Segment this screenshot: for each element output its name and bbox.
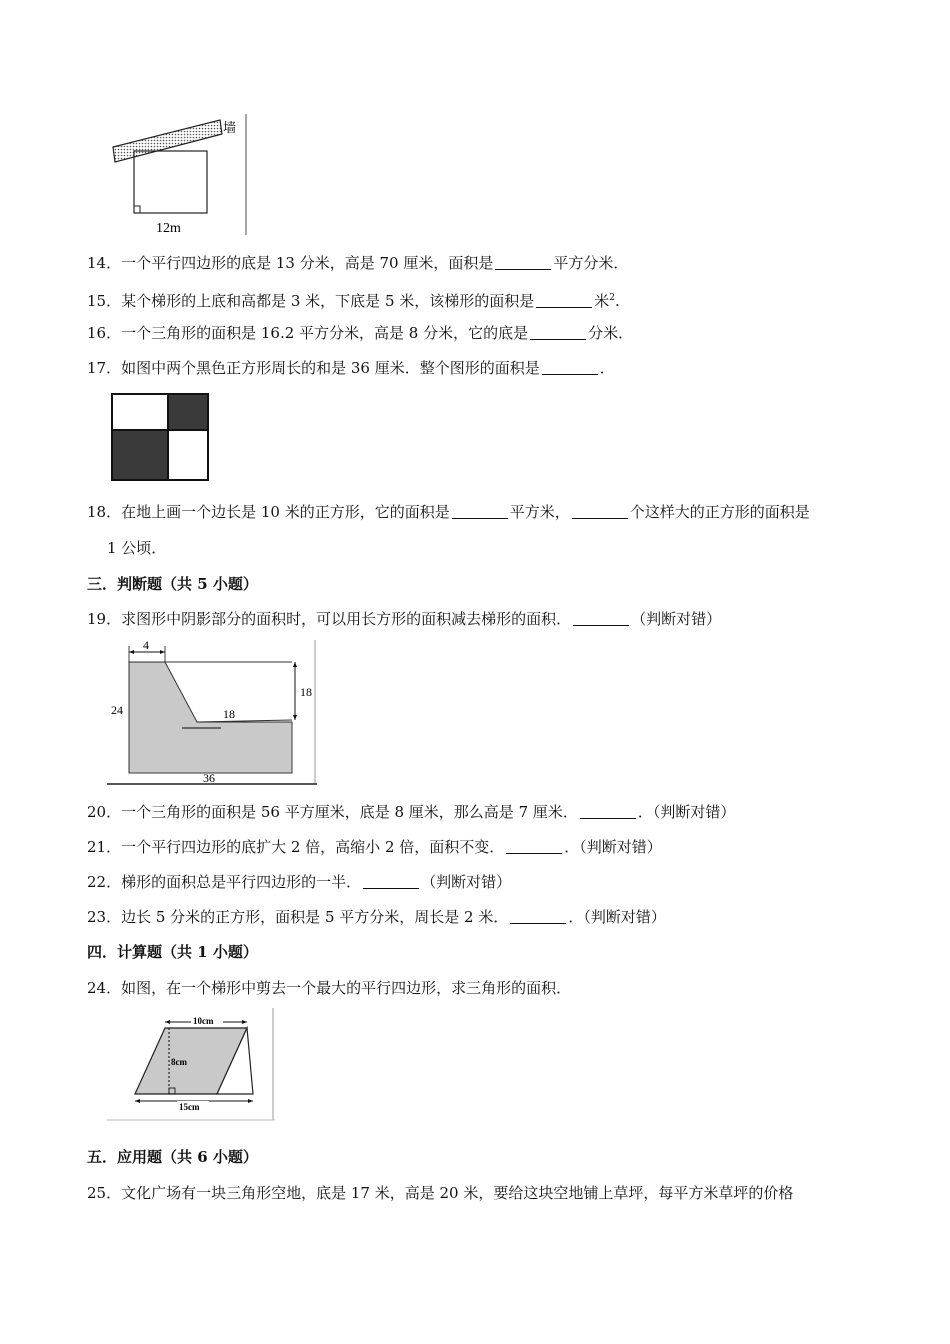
question-text-tail: ．（判断对错） xyxy=(568,908,666,926)
shaded-area xyxy=(129,662,292,773)
question-20 xyxy=(87,802,735,822)
question-25 xyxy=(87,1183,793,1203)
question-19 xyxy=(87,609,721,629)
question-number: 22． xyxy=(87,873,122,891)
question-text-tail: 平方分米． xyxy=(553,254,629,272)
question-text-tail: ．（判断对错） xyxy=(564,838,662,856)
black-square-large xyxy=(112,430,168,480)
answer-blank-2[interactable] xyxy=(572,504,628,519)
question-text-tail: （判断对错） xyxy=(421,873,512,891)
black-square-small xyxy=(168,394,208,430)
answer-blank[interactable] xyxy=(506,839,562,854)
question-number: 23． xyxy=(87,908,122,926)
question-text: 梯形的面积总是平行四边形的一半． xyxy=(121,873,362,891)
label-top: 4 xyxy=(143,640,149,652)
label-left: 24 xyxy=(111,703,123,717)
question-number: 15． xyxy=(87,292,122,310)
label-bottom: 15cm xyxy=(179,1102,200,1112)
question-number: 19． xyxy=(87,610,122,628)
question-text-tail: （判断对错） xyxy=(631,610,722,628)
label-bottom: 36 xyxy=(203,771,215,785)
answer-blank[interactable] xyxy=(495,255,551,270)
question-number: 25． xyxy=(87,1184,122,1202)
width-label: 12m xyxy=(156,221,181,236)
hatched-board xyxy=(113,120,222,162)
question-17 xyxy=(87,358,615,378)
trapezoid-figure xyxy=(107,1008,277,1122)
rectangle-shape xyxy=(134,151,207,213)
question-text-tail: ． xyxy=(599,359,615,377)
answer-blank[interactable] xyxy=(580,804,636,819)
question-text: 一个三角形的面积是 16.2 平方分米，高是 8 分米，它的底是 xyxy=(121,324,529,342)
question-number: 18． xyxy=(87,503,122,521)
superscript: 2 xyxy=(609,293,616,303)
white-square-bottom xyxy=(168,430,208,480)
label-height: 8cm xyxy=(171,1057,187,1067)
question-number: 16． xyxy=(87,324,122,342)
question-text: 边长 5 分米的正方形，面积是 5 平方分米，周长是 2 米． xyxy=(121,908,509,926)
label-top: 10cm xyxy=(193,1016,214,1026)
right-angle-mark xyxy=(134,206,140,213)
question-14 xyxy=(87,253,628,273)
question-text: 求图形中阴影部分的面积时，可以用长方形的面积减去梯形的面积． xyxy=(121,610,572,628)
unit-text: 米 xyxy=(594,292,610,310)
question-number: 17． xyxy=(87,359,122,377)
question-text: 如图，在一个梯形中剪去一个最大的平行四边形，求三角形的面积． xyxy=(121,979,572,997)
question-text: 一个平行四边形的底是 13 分米，高是 70 厘米，面积是 xyxy=(121,254,494,272)
question-text-mid: 平方米， xyxy=(509,503,570,521)
question-number: 21． xyxy=(87,838,122,856)
question-text-tail: ．（判断对错） xyxy=(637,803,736,821)
question-text: 一个三角形的面积是 56 平方厘米，底是 8 厘米，那么高是 7 厘米． xyxy=(121,803,578,821)
question-text: 在地上画一个边长是 10 米的正方形，它的面积是 xyxy=(121,503,450,521)
answer-blank[interactable] xyxy=(510,909,566,924)
question-text-tail: 分米． xyxy=(588,324,634,342)
question-18 xyxy=(87,502,810,522)
section-heading-3: 三．判断题（共 5 小题） xyxy=(87,575,258,593)
question-24 xyxy=(87,978,571,998)
answer-blank[interactable] xyxy=(530,325,586,340)
question-number: 20． xyxy=(87,803,122,821)
shaded-region-figure xyxy=(107,640,319,786)
question-23 xyxy=(87,907,666,927)
label-right: 18 xyxy=(300,685,312,699)
question-22 xyxy=(87,872,511,892)
wall-label: 墙 xyxy=(223,121,237,136)
question-number: 14． xyxy=(87,254,122,272)
white-square-top xyxy=(112,394,168,430)
label-mid: 18 xyxy=(223,707,235,721)
question-16 xyxy=(87,323,633,343)
question-number: 24． xyxy=(87,979,122,997)
question-text: 一个平行四边形的底扩大 2 倍，高缩小 2 倍，面积不变． xyxy=(121,838,505,856)
answer-blank[interactable] xyxy=(573,611,629,626)
section-heading-5: 五．应用题（共 6 小题） xyxy=(87,1148,258,1166)
answer-blank[interactable] xyxy=(542,360,598,375)
answer-blank-1[interactable] xyxy=(452,504,508,519)
question-15 xyxy=(87,288,620,311)
question-text-tail: 个这样大的正方形的面积是 xyxy=(629,503,810,521)
question-text: 文化广场有一块三角形空地，底是 17 米，高是 20 米，要给这块空地铺上草坪，每平方米草坪的价格 xyxy=(121,1184,794,1202)
question-text: 如图中两个黑色正方形周长的和是 36 厘米．整个图形的面积是 xyxy=(121,359,540,377)
answer-blank[interactable] xyxy=(363,874,419,889)
section-heading-4: 四．计算题（共 1 小题） xyxy=(87,943,258,961)
question-18-line2: 1 公顷． xyxy=(107,539,167,557)
question-text: 某个梯形的上底和高都是 3 米，下底是 5 米，该梯形的面积是 xyxy=(121,292,535,310)
question-21 xyxy=(87,837,662,857)
end-punct: . xyxy=(615,292,620,310)
answer-blank[interactable] xyxy=(536,293,592,308)
wall-rectangle-figure xyxy=(108,112,253,237)
squares-figure xyxy=(108,392,212,484)
